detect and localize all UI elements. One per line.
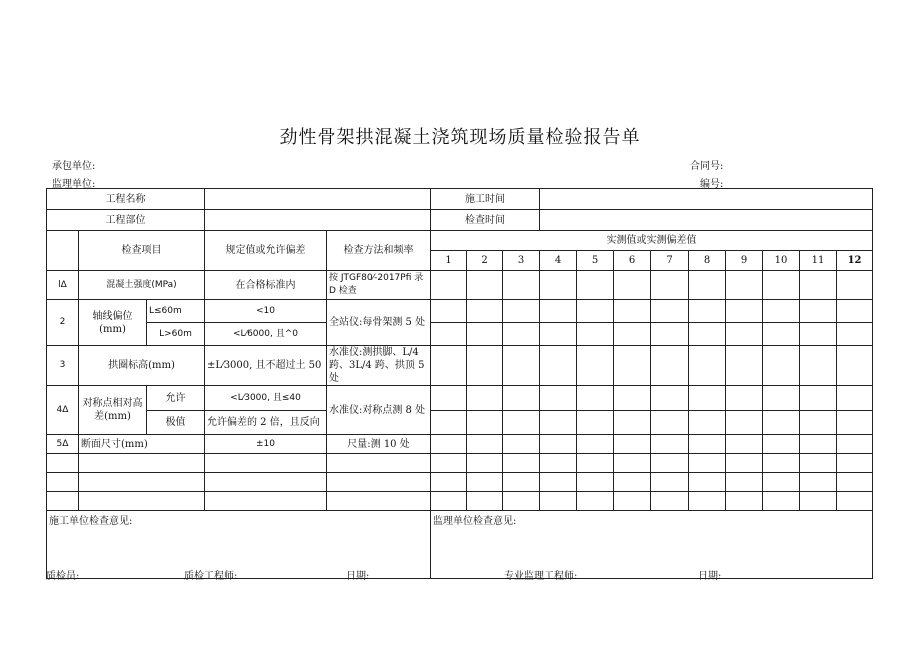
measure-cell[interactable] <box>431 473 467 492</box>
measure-cell[interactable] <box>431 411 467 435</box>
col-number: 11 <box>800 251 837 271</box>
empty-row <box>47 473 873 492</box>
measure-cell[interactable] <box>763 492 800 511</box>
table-row <box>47 386 873 411</box>
measure-cell[interactable] <box>726 346 763 386</box>
measure-cell[interactable] <box>763 435 800 454</box>
supervisor-label: 监理单位: <box>52 179 96 190</box>
col-number: 3 <box>503 251 540 271</box>
measure-cell[interactable] <box>431 435 467 454</box>
measure-cell[interactable] <box>467 473 503 492</box>
measure-cell[interactable] <box>614 473 651 492</box>
measure-cell[interactable] <box>577 411 614 435</box>
empty-cell[interactable] <box>47 473 79 492</box>
measure-cell[interactable] <box>467 346 503 386</box>
info-row-1 <box>47 189 873 210</box>
supervision-opinion[interactable]: 监理单位检查意见: <box>431 511 873 579</box>
row-no: 2 <box>47 300 79 346</box>
row-method: 全站仪:每骨架测 5 处 <box>327 300 431 346</box>
measure-cell[interactable] <box>726 492 763 511</box>
measure-cell[interactable] <box>763 346 800 386</box>
empty-cell[interactable] <box>327 492 431 511</box>
measure-cell[interactable] <box>467 271 503 300</box>
measure-cell[interactable] <box>763 386 800 411</box>
row-no: 4Δ <box>47 386 79 435</box>
col-number: 8 <box>689 251 726 271</box>
measure-cell[interactable] <box>689 323 726 346</box>
measure-cell[interactable] <box>577 454 614 473</box>
empty-row <box>47 492 873 511</box>
opinion-row <box>47 511 873 579</box>
measure-cell[interactable] <box>837 454 873 473</box>
col-number: 10 <box>763 251 800 271</box>
row-spec: 在合格标准内 <box>205 271 327 300</box>
measure-cell[interactable] <box>503 411 540 435</box>
measure-cell[interactable] <box>503 323 540 346</box>
measure-cell[interactable] <box>689 271 726 300</box>
empty-row <box>47 454 873 473</box>
measure-cell[interactable] <box>689 473 726 492</box>
inspection-time-value[interactable] <box>540 210 873 231</box>
measure-cell[interactable] <box>431 346 467 386</box>
row-method: 水准仪:测拱脚、L/4 跨、3L/4 跨、拱顶 5 处 <box>327 346 431 386</box>
measure-cell[interactable] <box>431 300 467 323</box>
measure-cell[interactable] <box>726 411 763 435</box>
row-method: 尺量:测 10 处 <box>327 435 431 454</box>
row-subitem: 允许 <box>147 386 205 411</box>
project-name-label: 工程名称 <box>47 189 205 210</box>
row-spec: <L⁄3000, 且≤40 <box>205 386 327 411</box>
measure-cell[interactable] <box>800 386 837 411</box>
contractor-label: 承包单位: <box>52 161 96 172</box>
measure-cell[interactable] <box>431 271 467 300</box>
row-spec: ±L⁄3000, 且不超过土 50 <box>205 346 327 386</box>
measure-cell[interactable] <box>467 323 503 346</box>
construction-opinion[interactable]: 施工单位检查意见: <box>47 511 431 579</box>
measure-cell[interactable] <box>431 323 467 346</box>
col-number: 5 <box>577 251 614 271</box>
measure-cell[interactable] <box>800 323 837 346</box>
measure-cell[interactable] <box>837 386 873 411</box>
measure-cell[interactable] <box>540 435 577 454</box>
measure-cell[interactable] <box>467 300 503 323</box>
measure-cell[interactable] <box>467 492 503 511</box>
col-number: 6 <box>614 251 651 271</box>
measure-cell[interactable] <box>837 411 873 435</box>
measure-cell[interactable] <box>577 300 614 323</box>
measure-cell[interactable] <box>689 411 726 435</box>
measure-cell[interactable] <box>577 473 614 492</box>
item-header: 检查项目 <box>79 231 205 271</box>
row-spec: <L⁄6000, 且^0 <box>205 323 327 346</box>
empty-cell[interactable] <box>79 454 205 473</box>
measure-cell[interactable] <box>540 492 577 511</box>
measure-cell[interactable] <box>689 346 726 386</box>
measure-cell[interactable] <box>431 454 467 473</box>
measure-cell[interactable] <box>651 473 689 492</box>
empty-cell[interactable] <box>79 492 205 511</box>
measure-cell[interactable] <box>800 492 837 511</box>
measure-cell[interactable] <box>763 271 800 300</box>
col-number: 12 <box>837 251 873 271</box>
date-label-2: 日期: <box>698 571 722 582</box>
measure-cell[interactable] <box>503 454 540 473</box>
measure-cell[interactable] <box>689 386 726 411</box>
row-item: 轴线偏位(mm) <box>79 300 147 346</box>
row-method: 按 JTGF80⁄-2017Pfi 录 D 检查 <box>327 271 431 300</box>
measure-cell[interactable] <box>689 492 726 511</box>
measure-cell[interactable] <box>837 473 873 492</box>
measure-cell[interactable] <box>837 323 873 346</box>
measure-cell[interactable] <box>763 300 800 323</box>
measure-cell[interactable] <box>614 386 651 411</box>
measure-cell[interactable] <box>800 454 837 473</box>
row-spec: <10 <box>205 300 327 323</box>
row-subitem: L>60m <box>147 323 205 346</box>
construction-time-label: 施工时间 <box>431 189 540 210</box>
measure-cell[interactable] <box>614 271 651 300</box>
measure-cell[interactable] <box>800 473 837 492</box>
measure-cell[interactable] <box>651 435 689 454</box>
measure-cell[interactable] <box>503 435 540 454</box>
qc-engineer-label: 质检工程师: <box>184 571 238 582</box>
measure-cell[interactable] <box>467 411 503 435</box>
measure-cell[interactable] <box>726 454 763 473</box>
measure-cell[interactable] <box>577 435 614 454</box>
inspection-form-table <box>46 188 873 579</box>
row-item: 对称点相对高差(mm) <box>79 386 147 435</box>
measure-cell[interactable] <box>726 386 763 411</box>
page-title: 劲性骨架拱混凝土浇筑现场质量检验报告单 <box>279 127 641 148</box>
measure-cell[interactable] <box>614 454 651 473</box>
col-number: 1 <box>431 251 467 271</box>
col-number: 7 <box>651 251 689 271</box>
project-part-label: 工程部位 <box>47 210 205 231</box>
measure-cell[interactable] <box>689 454 726 473</box>
measure-cell[interactable] <box>467 454 503 473</box>
col-number: 4 <box>540 251 577 271</box>
inspection-time-label: 检查时间 <box>431 210 540 231</box>
empty-cell[interactable] <box>205 492 327 511</box>
measure-cell[interactable] <box>614 300 651 323</box>
measure-cell[interactable] <box>800 346 837 386</box>
row-subitem: L≤60m <box>147 300 205 323</box>
measure-cell[interactable] <box>577 386 614 411</box>
measure-cell[interactable] <box>503 346 540 386</box>
measure-cell[interactable] <box>651 323 689 346</box>
measure-cell[interactable] <box>800 271 837 300</box>
measure-cell[interactable] <box>614 411 651 435</box>
row-method: 水准仪:对称点测 8 处 <box>327 386 431 435</box>
measure-cell[interactable] <box>614 346 651 386</box>
inspector-label: 质检员: <box>46 571 80 582</box>
measure-cell[interactable] <box>726 473 763 492</box>
measure-cell[interactable] <box>540 271 577 300</box>
project-part-value[interactable] <box>205 210 431 231</box>
measure-cell[interactable] <box>503 300 540 323</box>
measure-cell[interactable] <box>467 386 503 411</box>
contract-no-label: 合同号: <box>690 161 724 172</box>
supervision-engineer-label: 专业监理工程师: <box>504 571 578 582</box>
measure-cell[interactable] <box>837 271 873 300</box>
measure-cell[interactable] <box>763 473 800 492</box>
measure-cell[interactable] <box>540 411 577 435</box>
row-subitem: 极值 <box>147 411 205 435</box>
measure-cell[interactable] <box>503 386 540 411</box>
measure-cell[interactable] <box>577 492 614 511</box>
measure-cell[interactable] <box>726 435 763 454</box>
measure-cell[interactable] <box>651 454 689 473</box>
measure-cell[interactable] <box>837 492 873 511</box>
measure-cell[interactable] <box>614 435 651 454</box>
measure-cell[interactable] <box>800 300 837 323</box>
measure-cell[interactable] <box>540 473 577 492</box>
empty-cell[interactable] <box>205 473 327 492</box>
no-header <box>47 231 79 271</box>
empty-cell[interactable] <box>205 454 327 473</box>
method-header: 检查方法和频率 <box>327 231 431 271</box>
measure-cell[interactable] <box>614 323 651 346</box>
measure-cell[interactable] <box>651 411 689 435</box>
measure-cell[interactable] <box>503 271 540 300</box>
row-item: 拱圈标高(mm) <box>79 346 205 386</box>
measure-cell[interactable] <box>763 411 800 435</box>
measure-cell[interactable] <box>651 346 689 386</box>
measure-cell[interactable] <box>726 323 763 346</box>
measure-cell[interactable] <box>614 492 651 511</box>
measured-header: 实测值或实测偏差值 <box>431 231 873 251</box>
empty-cell[interactable] <box>327 473 431 492</box>
measure-cell[interactable] <box>577 346 614 386</box>
row-no: lΔ <box>47 271 79 300</box>
row-spec: 允许偏差的 2 倍，且反向 <box>205 411 327 435</box>
measure-cell[interactable] <box>540 346 577 386</box>
date-label-1: 日期: <box>346 571 370 582</box>
measure-cell[interactable] <box>800 435 837 454</box>
measure-cell[interactable] <box>651 386 689 411</box>
table-row <box>47 435 873 454</box>
measure-cell[interactable] <box>503 473 540 492</box>
measure-cell[interactable] <box>431 492 467 511</box>
measure-cell[interactable] <box>837 300 873 323</box>
empty-cell[interactable] <box>47 492 79 511</box>
measure-cell[interactable] <box>763 323 800 346</box>
row-no: 5Δ <box>47 435 79 454</box>
construction-time-value[interactable] <box>540 189 873 210</box>
measure-cell[interactable] <box>689 435 726 454</box>
empty-cell[interactable] <box>47 454 79 473</box>
row-no: 3 <box>47 346 79 386</box>
measure-cell[interactable] <box>726 300 763 323</box>
measure-cell[interactable] <box>577 271 614 300</box>
measure-cell[interactable] <box>467 435 503 454</box>
measure-cell[interactable] <box>651 492 689 511</box>
measure-cell[interactable] <box>651 271 689 300</box>
measure-cell[interactable] <box>837 346 873 386</box>
measure-cell[interactable] <box>540 454 577 473</box>
measure-cell[interactable] <box>689 300 726 323</box>
empty-cell[interactable] <box>327 454 431 473</box>
measure-cell[interactable] <box>763 454 800 473</box>
column-header-row <box>47 231 873 251</box>
measure-cell[interactable] <box>540 300 577 323</box>
row-spec: ±10 <box>205 435 327 454</box>
col-number: 9 <box>726 251 763 271</box>
measure-cell[interactable] <box>651 300 689 323</box>
measure-cell[interactable] <box>431 386 467 411</box>
measure-cell[interactable] <box>577 323 614 346</box>
serial-no-label: 编号: <box>700 179 724 190</box>
measure-cell[interactable] <box>726 271 763 300</box>
row-item: 断面尺寸(mm) <box>79 435 205 454</box>
measure-cell[interactable] <box>540 386 577 411</box>
measure-cell[interactable] <box>837 435 873 454</box>
measure-cell[interactable] <box>503 492 540 511</box>
col-number: 2 <box>467 251 503 271</box>
info-row-2 <box>47 210 873 231</box>
table-row <box>47 323 873 346</box>
table-row <box>47 411 873 435</box>
empty-cell[interactable] <box>79 473 205 492</box>
table-row <box>47 346 873 386</box>
table-row <box>47 271 873 300</box>
project-name-value[interactable] <box>205 189 431 210</box>
row-item: 混凝土强度(MPa) <box>79 271 205 300</box>
spec-header: 规定值或允许偏差 <box>205 231 327 271</box>
table-row <box>47 300 873 323</box>
measure-cell[interactable] <box>800 411 837 435</box>
measure-cell[interactable] <box>540 323 577 346</box>
